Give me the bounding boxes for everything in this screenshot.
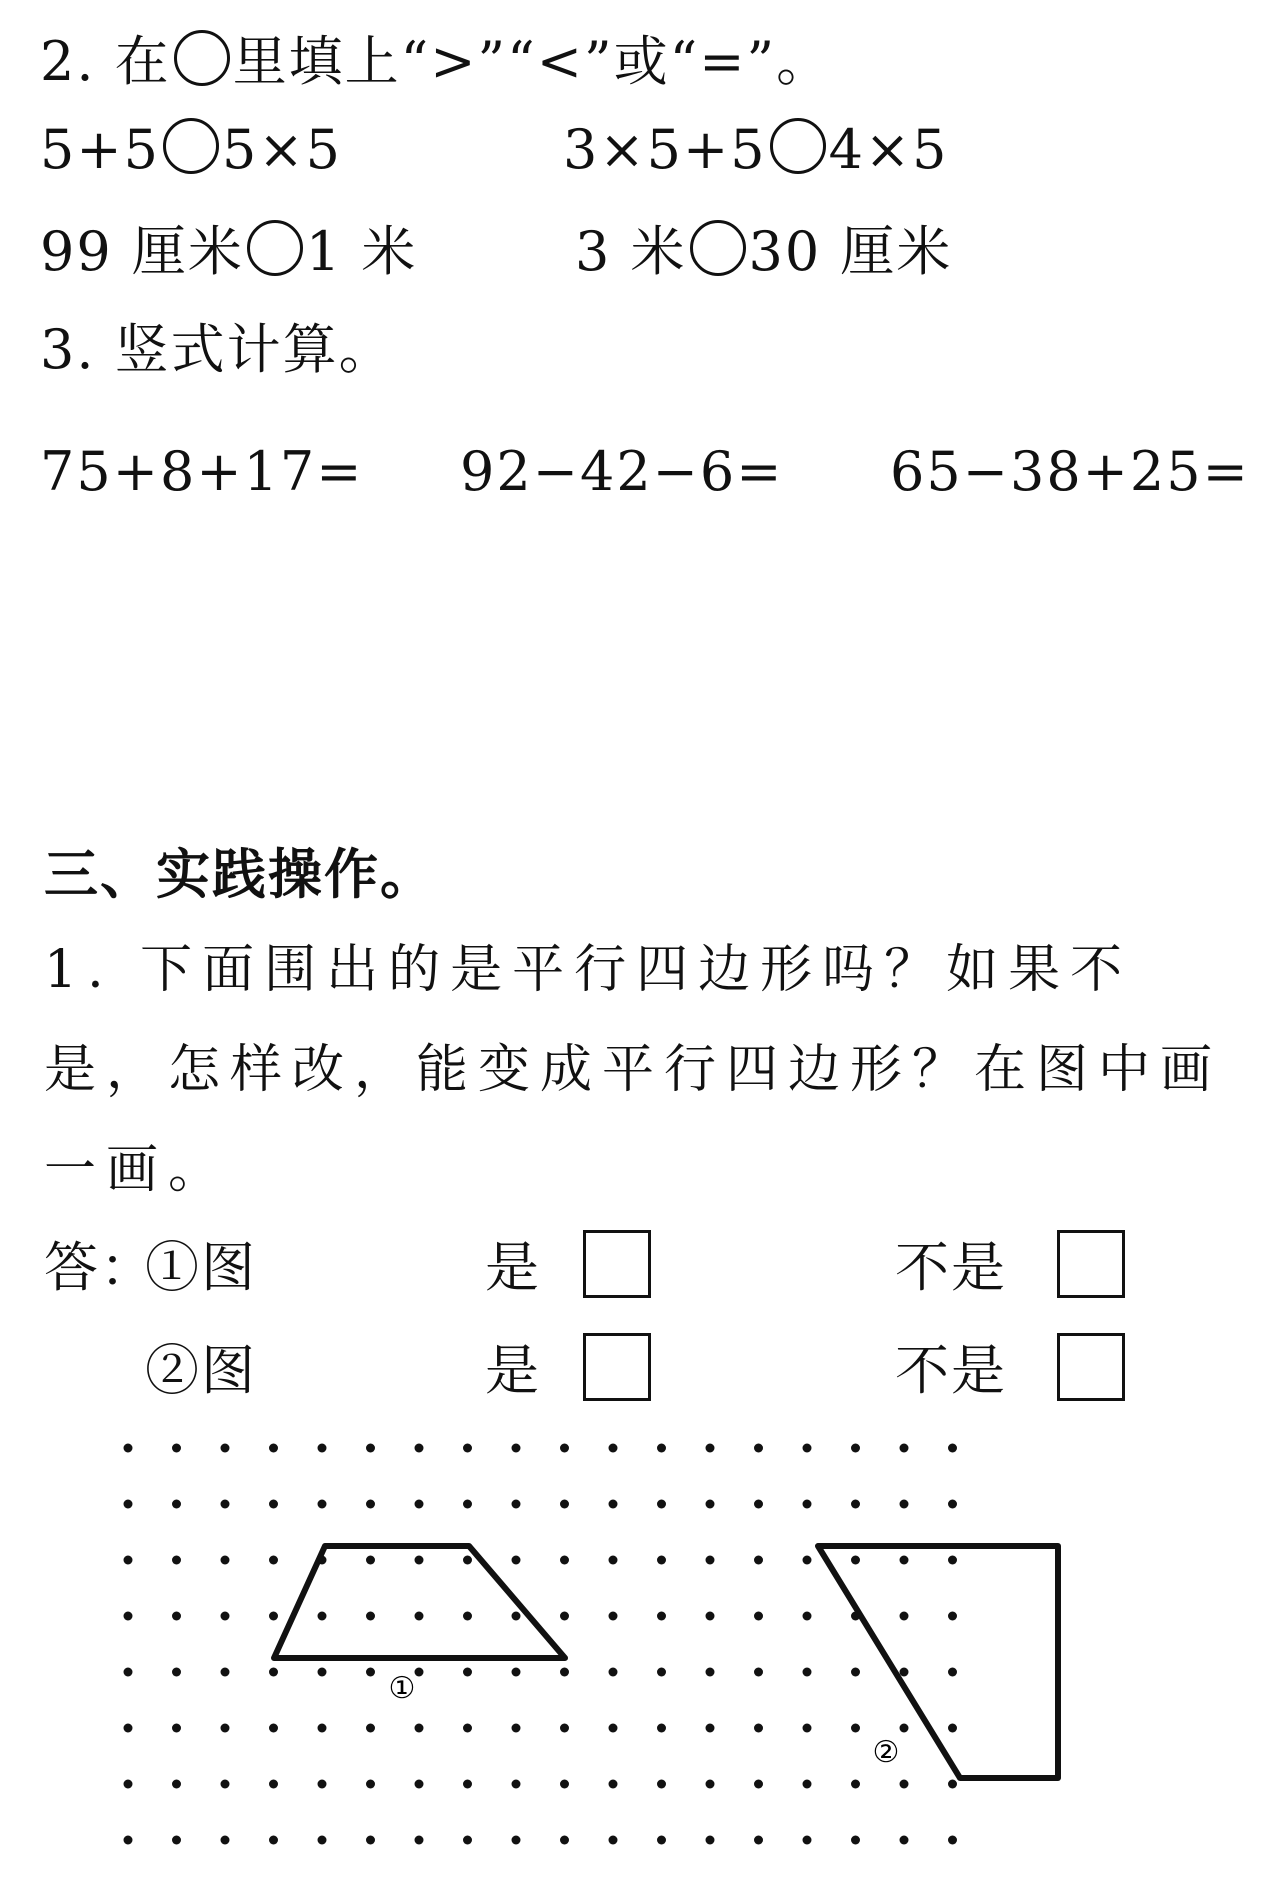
grid-dot bbox=[172, 1444, 181, 1453]
grid-dot bbox=[754, 1556, 763, 1565]
grid-dot bbox=[560, 1724, 569, 1733]
grid-dot bbox=[512, 1444, 521, 1453]
grid-dot bbox=[318, 1612, 327, 1621]
figure-label-1: ① bbox=[388, 1671, 416, 1706]
grid-dot bbox=[609, 1780, 618, 1789]
compare-right: 1 米 bbox=[305, 220, 418, 283]
grid-dot bbox=[706, 1724, 715, 1733]
grid-dot bbox=[269, 1500, 278, 1509]
grid-dot bbox=[657, 1780, 666, 1789]
grid-dot bbox=[851, 1444, 860, 1453]
grid-dot bbox=[512, 1780, 521, 1789]
grid-dot bbox=[221, 1668, 230, 1677]
grid-dot bbox=[124, 1724, 133, 1733]
grid-dot bbox=[706, 1612, 715, 1621]
grid-dot bbox=[657, 1444, 666, 1453]
grid-dot bbox=[657, 1724, 666, 1733]
grid-dot bbox=[657, 1668, 666, 1677]
grid-dot bbox=[415, 1556, 424, 1565]
answer-figure-2: ②图 bbox=[145, 1339, 257, 1402]
grid-dot bbox=[851, 1556, 860, 1565]
grid-dot bbox=[366, 1780, 375, 1789]
grid-dot bbox=[803, 1556, 812, 1565]
grid-dot bbox=[560, 1556, 569, 1565]
grid-dot bbox=[463, 1668, 472, 1677]
compare-right: 4×5 bbox=[828, 118, 949, 181]
grid-dot bbox=[948, 1556, 957, 1565]
grid-dot bbox=[900, 1780, 909, 1789]
grid-dot bbox=[172, 1836, 181, 1845]
grid-dot bbox=[221, 1724, 230, 1733]
grid-dot bbox=[318, 1500, 327, 1509]
shape-2-quadrilateral bbox=[818, 1546, 1058, 1778]
calc-item-2: 92−42−6= bbox=[460, 440, 784, 503]
grid-dot bbox=[851, 1668, 860, 1677]
grid-dot bbox=[318, 1444, 327, 1453]
grid-dot bbox=[512, 1724, 521, 1733]
grid-dot bbox=[512, 1668, 521, 1677]
grid-dot bbox=[948, 1836, 957, 1845]
grid-dot bbox=[754, 1836, 763, 1845]
grid-dot bbox=[269, 1612, 278, 1621]
grid-dot bbox=[366, 1444, 375, 1453]
grid-dot bbox=[803, 1500, 812, 1509]
grid-dot bbox=[512, 1500, 521, 1509]
grid-dot bbox=[948, 1612, 957, 1621]
answer-no-1: 不是 bbox=[895, 1236, 1007, 1299]
grid-dot bbox=[366, 1612, 375, 1621]
grid-dot bbox=[366, 1836, 375, 1845]
grid-dot bbox=[948, 1500, 957, 1509]
grid-dot bbox=[560, 1444, 569, 1453]
grid-dot bbox=[318, 1836, 327, 1845]
calc-item-3: 65−38+25= bbox=[890, 440, 1250, 503]
compare-right: 5×5 bbox=[221, 118, 342, 181]
q2-title-post: 里填上“>”“<”或“=”。 bbox=[232, 30, 833, 93]
grid-dot bbox=[366, 1724, 375, 1733]
compare-right: 30 厘米 bbox=[748, 220, 953, 283]
grid-dot bbox=[754, 1724, 763, 1733]
grid-dot bbox=[657, 1836, 666, 1845]
grid-dot bbox=[512, 1836, 521, 1845]
grid-dot bbox=[463, 1556, 472, 1565]
grid-dot bbox=[560, 1612, 569, 1621]
grid-dot bbox=[124, 1444, 133, 1453]
grid-dot bbox=[463, 1612, 472, 1621]
grid-dot bbox=[609, 1556, 618, 1565]
grid-dot bbox=[706, 1500, 715, 1509]
answer-figure-1: ①图 bbox=[145, 1236, 257, 1299]
grid-dot bbox=[318, 1780, 327, 1789]
grid-dot bbox=[463, 1444, 472, 1453]
section3-heading: 三、实践操作。 bbox=[44, 843, 436, 906]
grid-dot bbox=[706, 1668, 715, 1677]
grid-dot bbox=[221, 1836, 230, 1845]
grid-dot bbox=[463, 1836, 472, 1845]
grid-dot bbox=[706, 1444, 715, 1453]
grid-dot bbox=[415, 1780, 424, 1789]
grid-dot bbox=[560, 1668, 569, 1677]
grid-dot bbox=[269, 1724, 278, 1733]
grid-dot bbox=[318, 1724, 327, 1733]
answer-yes-1: 是 bbox=[485, 1236, 541, 1299]
grid-dot bbox=[609, 1444, 618, 1453]
answer-label: 答： bbox=[44, 1236, 156, 1299]
grid-dot bbox=[463, 1724, 472, 1733]
grid-dot bbox=[900, 1668, 909, 1677]
grid-dot bbox=[900, 1500, 909, 1509]
q3-title: 3. 竖式计算。 bbox=[40, 318, 395, 381]
grid-dot bbox=[657, 1556, 666, 1565]
grid-dot bbox=[657, 1500, 666, 1509]
grid-dot bbox=[754, 1612, 763, 1621]
grid-dot bbox=[269, 1780, 278, 1789]
grid-dot bbox=[124, 1612, 133, 1621]
grid-dot bbox=[512, 1556, 521, 1565]
grid-dot bbox=[172, 1780, 181, 1789]
grid-dot bbox=[754, 1500, 763, 1509]
grid-dot bbox=[851, 1724, 860, 1733]
grid-dot bbox=[172, 1500, 181, 1509]
grid-dot bbox=[269, 1836, 278, 1845]
grid-dot bbox=[172, 1668, 181, 1677]
grid-dot bbox=[706, 1836, 715, 1845]
figure-label-2: ② bbox=[872, 1735, 900, 1770]
grid-dot bbox=[754, 1668, 763, 1677]
grid-dot bbox=[221, 1612, 230, 1621]
grid-dot bbox=[803, 1836, 812, 1845]
grid-dot bbox=[803, 1780, 812, 1789]
grid-dot bbox=[415, 1444, 424, 1453]
grid-dot bbox=[415, 1500, 424, 1509]
grid-dot bbox=[900, 1724, 909, 1733]
grid-dot bbox=[124, 1556, 133, 1565]
answer-yes-2: 是 bbox=[485, 1339, 541, 1402]
grid-dot bbox=[124, 1500, 133, 1509]
grid-dot bbox=[851, 1836, 860, 1845]
grid-dot bbox=[900, 1444, 909, 1453]
grid-dot bbox=[269, 1556, 278, 1565]
grid-dot bbox=[657, 1612, 666, 1621]
grid-dot bbox=[803, 1724, 812, 1733]
grid-dot bbox=[803, 1668, 812, 1677]
grid-dot bbox=[948, 1444, 957, 1453]
grid-dot bbox=[609, 1668, 618, 1677]
grid-dot bbox=[172, 1556, 181, 1565]
grid-dot bbox=[415, 1668, 424, 1677]
grid-dot bbox=[803, 1612, 812, 1621]
compare-left: 99 厘米 bbox=[40, 220, 244, 283]
grid-dot bbox=[172, 1612, 181, 1621]
compare-left: 3 米 bbox=[575, 220, 687, 283]
answer-no-2: 不是 bbox=[895, 1339, 1007, 1402]
grid-dot bbox=[609, 1724, 618, 1733]
grid-dots bbox=[124, 1444, 958, 1845]
grid-dot bbox=[415, 1724, 424, 1733]
grid-dot bbox=[463, 1780, 472, 1789]
grid-dot bbox=[706, 1556, 715, 1565]
calc-item-1: 75+8+17= bbox=[40, 440, 364, 503]
compare-left: 3×5+5 bbox=[563, 118, 767, 181]
grid-dot bbox=[463, 1500, 472, 1509]
grid-dot bbox=[269, 1444, 278, 1453]
grid-dot bbox=[221, 1444, 230, 1453]
grid-dot bbox=[415, 1612, 424, 1621]
grid-dot bbox=[609, 1500, 618, 1509]
grid-dot bbox=[900, 1836, 909, 1845]
grid-dot bbox=[124, 1668, 133, 1677]
grid-dot bbox=[948, 1780, 957, 1789]
grid-dot bbox=[512, 1612, 521, 1621]
grid-dot bbox=[948, 1724, 957, 1733]
grid-dot bbox=[754, 1780, 763, 1789]
grid-dot bbox=[172, 1724, 181, 1733]
grid-dot bbox=[560, 1500, 569, 1509]
grid-dot bbox=[124, 1780, 133, 1789]
grid-dot bbox=[560, 1780, 569, 1789]
grid-dot bbox=[318, 1668, 327, 1677]
grid-dot bbox=[948, 1668, 957, 1677]
grid-dot bbox=[124, 1836, 133, 1845]
grid-dot bbox=[851, 1780, 860, 1789]
grid-dot bbox=[366, 1556, 375, 1565]
grid-dot bbox=[803, 1444, 812, 1453]
grid-dot bbox=[609, 1612, 618, 1621]
grid-dot bbox=[900, 1612, 909, 1621]
compare-left: 5+5 bbox=[40, 118, 160, 181]
q2-title-pre: 2. 在 bbox=[40, 30, 171, 93]
grid-dot bbox=[560, 1836, 569, 1845]
grid-dot bbox=[269, 1668, 278, 1677]
grid-dot bbox=[754, 1444, 763, 1453]
grid-dot bbox=[415, 1836, 424, 1845]
section3-q1-text: 1. 下面围出的是平行四边形吗？如果不是，怎样改，能变成平行四边形？在图中画一画。 bbox=[44, 940, 1223, 1200]
grid-dot bbox=[366, 1668, 375, 1677]
grid-dot bbox=[221, 1556, 230, 1565]
grid-dot bbox=[851, 1500, 860, 1509]
grid-dot bbox=[900, 1556, 909, 1565]
grid-dot bbox=[706, 1780, 715, 1789]
grid-dot bbox=[221, 1500, 230, 1509]
grid-dot bbox=[609, 1836, 618, 1845]
grid-dot bbox=[366, 1500, 375, 1509]
grid-dot bbox=[221, 1780, 230, 1789]
